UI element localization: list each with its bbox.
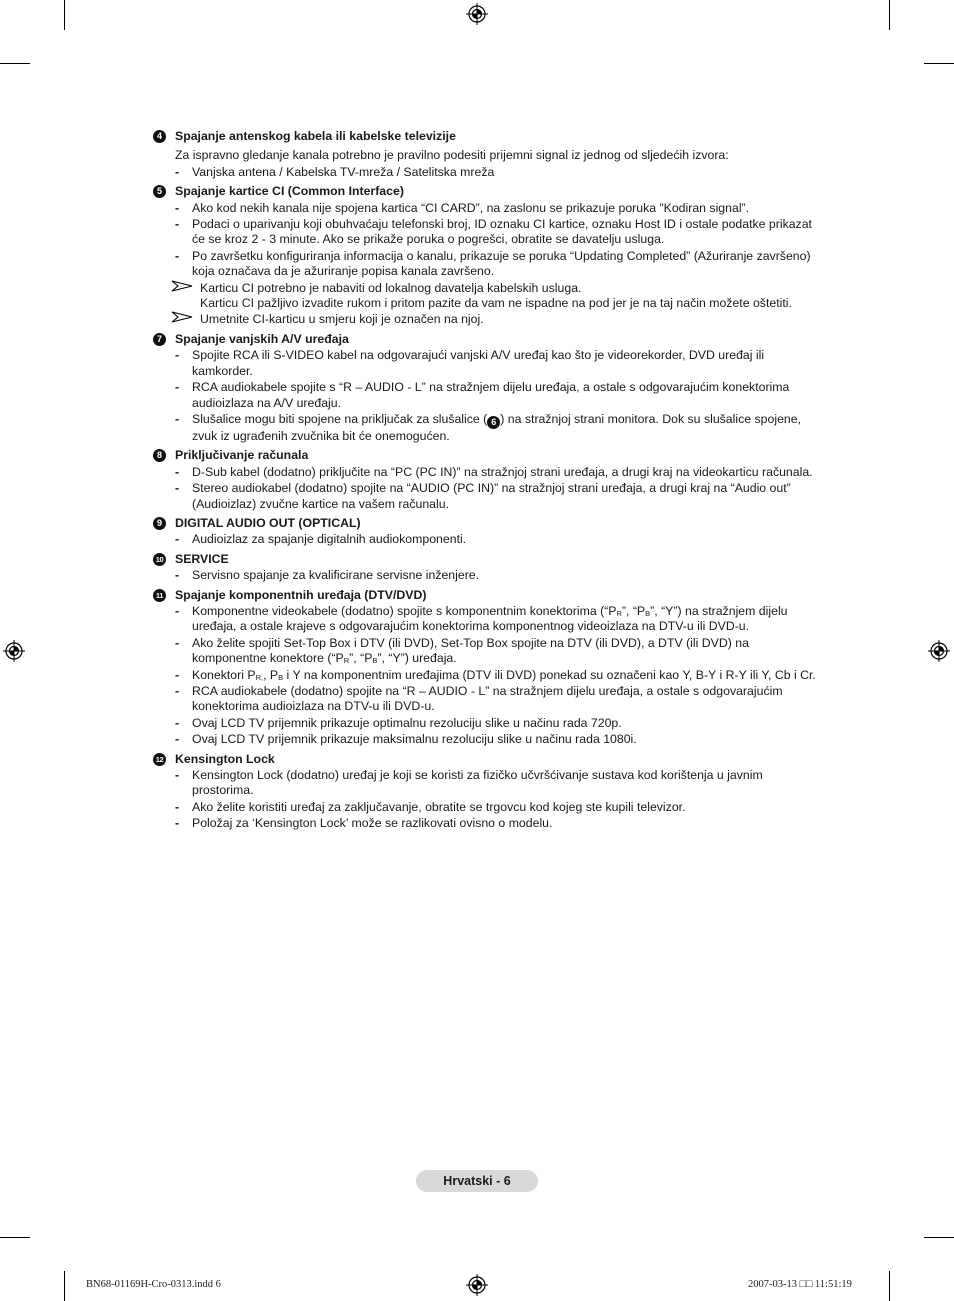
section-number-badge: 12 (153, 753, 166, 766)
list-item: - Ovaj LCD TV prijemnik prikazuje optimalnu rezoluciju slike u načinu rada 720p. (175, 715, 622, 730)
section-title: Spajanje vanjskih A/V uređaja (175, 331, 349, 346)
crop-mark (0, 1237, 30, 1238)
list-item: - Servisno spajanje za kvalificirane servisne inženjere. (175, 568, 480, 583)
section-number-badge: 8 (153, 449, 166, 462)
note-item: Karticu CI potrebno je nabaviti od lokalnog davatelja kabelskih usluga. Karticu CI pažljivo izvadite rukom i pritom pazite da vam ne ispadne na pod jer je na taj način možete oštetiti. (153, 281, 825, 312)
page-number-label: Hrvatski - 6 (416, 1170, 538, 1192)
section-title: DIGITAL AUDIO OUT (OPTICAL) (175, 515, 361, 530)
registration-mark-icon (466, 1274, 488, 1296)
registration-mark-icon (928, 640, 950, 662)
registration-mark-icon (466, 3, 488, 25)
section-service (153, 552, 825, 584)
headphone-jack-number-badge: 6 (487, 416, 500, 429)
section-heading (153, 448, 825, 463)
list-item: - D-Sub kabel (dodatno) priključite na “PC (PC IN)” na stražnjoj strani uređaja, a drugi kraj na videokarticu računala. (175, 464, 813, 479)
section-antenna (153, 129, 825, 180)
list-item: - Ako želite koristiti uređaj za zaključavanje, obratite se trgovcu kod kojeg ste kupili televizor. (175, 799, 686, 814)
crop-mark (64, 1271, 65, 1301)
section-computer (153, 448, 825, 512)
section-number-badge: 4 (153, 130, 166, 143)
section-heading (153, 752, 825, 767)
list-item: - Spojite RCA ili S-VIDEO kabel na odgovarajući vanjski A/V uređaj kao što je videorekorder, DVD uređaj ili kamkorder. (175, 348, 765, 378)
page-content (153, 129, 825, 832)
list-item: - Ako želite spojiti Set-Top Box i DTV (ili DVD), Set-Top Box spojite na DTV (ili DVD), a DTV (ili DVD) na komponentne konektore (“$P_R$”, “$P_B$”, “Y”) uređaja. (175, 635, 749, 666)
section-component (153, 588, 825, 748)
list-item: - Audioizlaz za spajanje digitalnih audiokomponenti. (175, 532, 467, 547)
note-item: Umetnite CI-karticu u smjeru koji je označen na njoj. (153, 312, 825, 327)
list-item: - Konektori $P_{R,}$, $P_B$ i Y na komponentnim uređajima (DTV ili DVD) ponekad su označeni kao Y, B-Y i R-Y ili Y, Cb i Cr. (175, 667, 816, 682)
list-item: - Kensington Lock (dodatno) uređaj je koji se koristi za fizičko učvršćivanje sustava kod korištenja u javnim prostorima. (175, 768, 763, 798)
section-heading (153, 588, 825, 603)
section-number-badge: 10 (153, 553, 166, 566)
list-item: - Ovaj LCD TV prijemnik prikazuje maksimalnu rezoluciju slike u načinu rada 1080i. (175, 732, 637, 747)
section-number-badge: 9 (153, 517, 166, 530)
section-kensington (153, 752, 825, 832)
section-av-devices (153, 332, 825, 444)
list-item: - Po završetku konfiguriranja informacija o kanalu, prikazuje se poruka “Updating Completed” (Ažuriranje završeno) koja označava da je ažuriranje popisa kanala završeno. (175, 248, 811, 279)
section-title: Spajanje kartice CI (Common Interface) (175, 184, 404, 199)
section-ci-card (153, 184, 825, 328)
crop-mark (924, 63, 954, 64)
section-title: SERVICE (175, 551, 229, 566)
note-arrow-icon (171, 279, 193, 293)
print-slug-timestamp: 2007-03-13 □□ 11:51:19 (748, 1279, 852, 1290)
crop-mark (889, 1271, 890, 1301)
section-number-badge: 7 (153, 333, 166, 346)
list-item: - Komponentne videokabele (dodatno) spojite s komponentnim konektorima (“$P_R$”, “$P_B$”, “Y”) na stražnjem dijelu uređaja, a ostale krajeve s odgovarajućim konektorima komponentnog videoizlaza na DTV-u ili DVD-u. (175, 603, 788, 634)
section-heading (153, 184, 825, 199)
note-arrow-icon (171, 310, 193, 324)
list-item: - Podaci o uparivanju koji obuhvaćaju telefonski broj, ID oznaku CI kartice, oznaku Host ID i ostale podatke prikazat će se kroz 2 - 3 minute. Ako se prikaže poruka o pogrešci, obratite se davatelju usluga. (175, 217, 812, 247)
list-item: - Stereo audiokabel (dodatno) spojite na “AUDIO (PC IN)” na stražnjoj strani uređaja, a drugi kraj na “Audio out” (Audioizlaz) zvučne kartice na vašem računalu. (175, 481, 791, 511)
section-heading (153, 552, 825, 567)
list-item: - RCA audiokabele spojite s “R – AUDIO - L” na stražnjem dijelu uređaja, a ostale s odgovarajućim konektorima audioizlaza na A/V uređaju. (175, 380, 790, 410)
section-title: Kensington Lock (175, 751, 275, 766)
print-slug-filename: BN68-01169H-Cro-0313.indd 6 (86, 1279, 221, 1290)
list-item: - RCA audiokabele (dodatno) spojite na “R – AUDIO - L” na stražnjem dijelu uređaja, a ostale s odgovarajućim konektorima audioizlaza na DTV-u ili DVD-u. (175, 684, 783, 714)
list-item: - Položaj za ‘Kensington Lock’ može se razlikovati ovisno o modelu. (175, 816, 553, 831)
crop-mark (64, 0, 65, 30)
section-digital-audio (153, 516, 825, 548)
section-intro: Za ispravno gledanje kanala potrebno je pravilno podesiti prijemni signal iz jednog od sljedećih izvora: (175, 148, 729, 163)
list-item: - Vanjska antena / Kabelska TV-mreža / Satelitska mreža (175, 164, 495, 179)
section-heading (153, 129, 825, 144)
list-item: - Ako kod nekih kanala nije spojena kartica “CI CARD”, na zaslonu se prikazuje poruka ”Kodiran signal”. (175, 200, 750, 215)
section-number-badge: 5 (153, 185, 166, 198)
section-heading (153, 332, 825, 347)
crop-mark (0, 63, 30, 64)
section-title: Spajanje komponentnih uređaja (DTV/DVD) (175, 587, 427, 602)
section-number-badge: 11 (153, 589, 166, 602)
list-item: - Slušalice mogu biti spojene na priključak za slušalice ( 6 ) na stražnjoj strani monitora. Dok su slušalice spojene, zvuk iz ugrađenih zvučnika bit će onemogućen. (175, 411, 802, 443)
crop-mark (924, 1237, 954, 1238)
section-title: Spajanje antenskog kabela ili kabelske televizije (175, 129, 456, 143)
section-title: Priključivanje računala (175, 448, 309, 463)
crop-mark (889, 0, 890, 30)
registration-mark-icon (3, 640, 25, 662)
section-heading (153, 516, 825, 531)
